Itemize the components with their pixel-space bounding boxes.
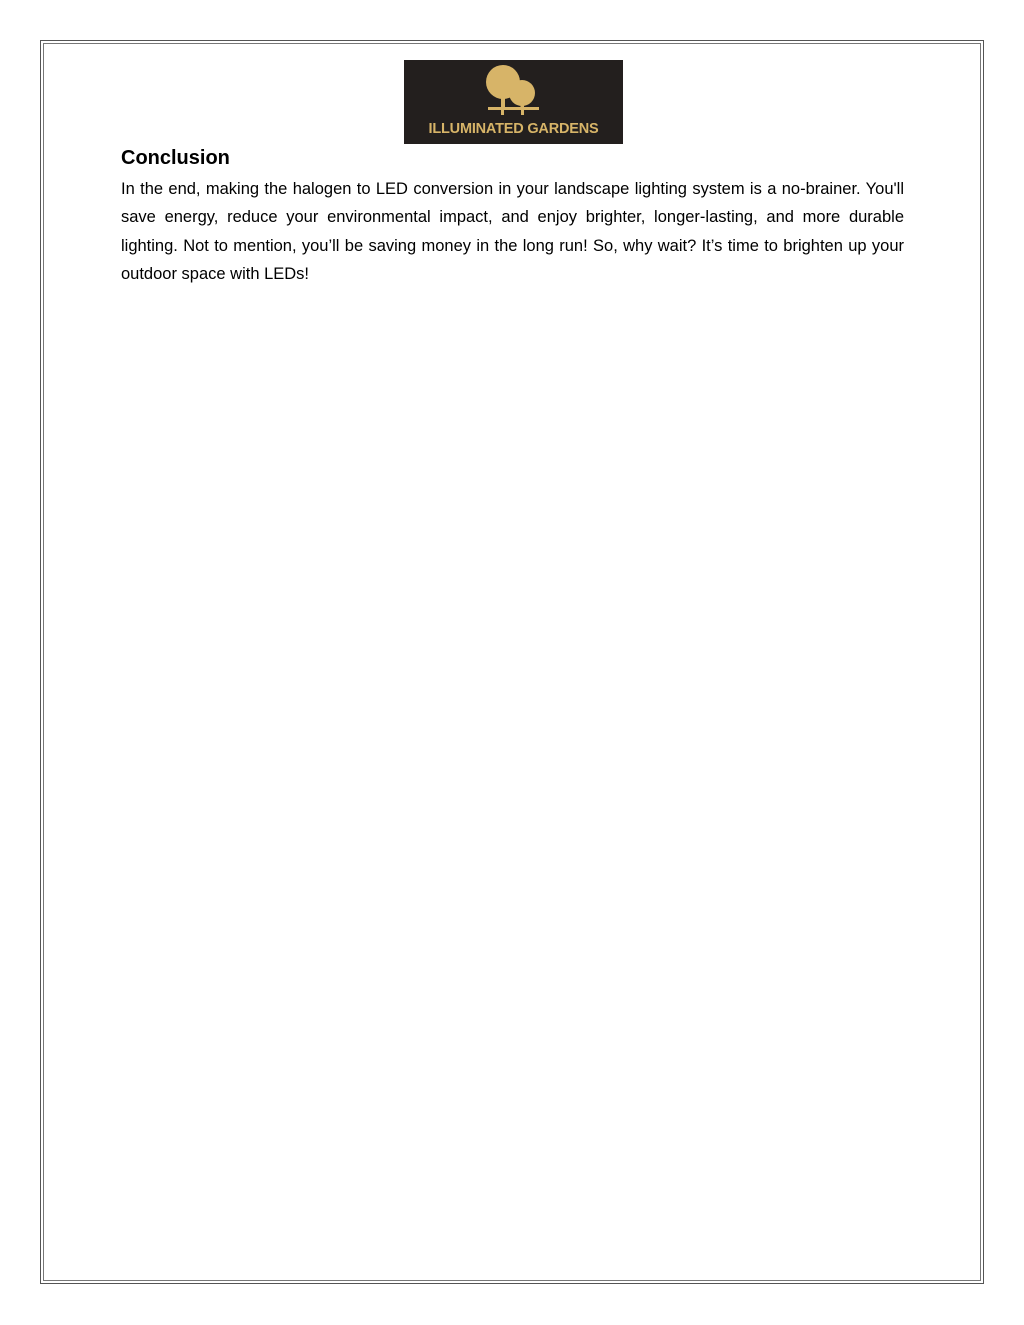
section-body-paragraph: In the end, making the halogen to LED conversion in your landscape lighting system is a no-brainer. You'll save energy, reduce your environmental impact, and enjoy brighter, longer-lasting, and more durable lighting. Not to mention, you’ll be saving money in the long run! So, why wait? It’s time to brighten up your outdoor space with LEDs! [121,180,904,284]
section-heading: Conclusion [121,147,230,169]
logo-wordmark: ILLUMINATED GARDENS [428,121,599,137]
illuminated-gardens-logo [404,60,623,144]
